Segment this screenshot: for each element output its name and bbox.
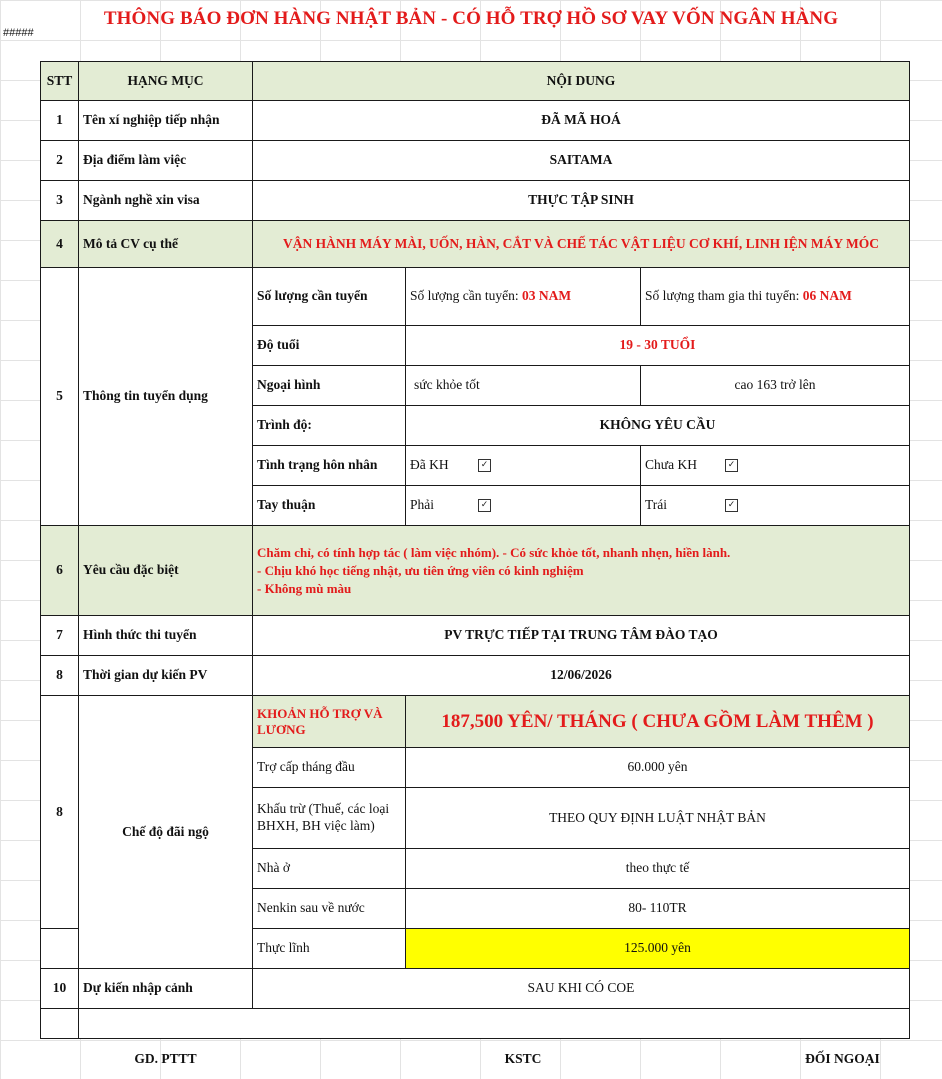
hand-right-option[interactable]: [405, 485, 641, 526]
row7-label: Hình thức thi tuyển: [78, 615, 253, 656]
row3-stt: 3: [40, 180, 79, 221]
hand-right-label: Phải: [410, 497, 435, 513]
row7-value: PV TRỰC TIẾP TẠI TRUNG TÂM ĐÀO TẠO: [252, 615, 910, 656]
benefit-value-nenkin: 80- 110TR: [405, 888, 910, 929]
empty-row-stt: [40, 1008, 79, 1039]
overflow-hash-cell: #####: [3, 27, 34, 39]
footer-kstc: KSTC: [504, 1050, 542, 1066]
appearance-height: cao 163 trở lên: [640, 365, 910, 406]
row8b-stt: 8: [40, 695, 79, 929]
benefit-label-nenkin: Nenkin sau về nước: [252, 888, 406, 929]
benefit-label-net-pay: Thực lĩnh: [252, 928, 406, 969]
marital-label: Tình trạng hôn nhân: [252, 445, 406, 486]
row3-value: THỰC TẬP SINH: [252, 180, 910, 221]
row10-label: Dự kiến nhập cảnh: [78, 968, 253, 1009]
header-stt: STT: [40, 61, 79, 101]
education-label: Trình độ:: [252, 405, 406, 446]
row10-stt: 10: [40, 968, 79, 1009]
quantity-exam-value: 06 NAM: [802, 288, 852, 304]
row2-stt: 2: [40, 140, 79, 181]
row4-stt: 4: [40, 220, 79, 268]
empty-row-content: [78, 1008, 910, 1039]
salary-value: 187,500 YÊN/ THÁNG ( CHƯA GỒM LÀM THÊM ): [405, 695, 910, 748]
row7-stt: 7: [40, 615, 79, 656]
special-requirement-line: - Chịu khó học tiếng nhật, ưu tiên ứng viên có kinh nghiệm: [257, 562, 584, 578]
footer-gd: GD. PTTT: [134, 1050, 197, 1066]
education-value: KHÔNG YÊU CẦU: [405, 405, 910, 446]
benefit-value-deductions: THEO QUY ĐỊNH LUẬT NHẬT BẢN: [405, 787, 910, 849]
row8a-value: 12/06/2026: [252, 655, 910, 696]
footer-doi-ngoai: ĐỐI NGOẠI: [805, 1050, 880, 1066]
marital-married-option[interactable]: [405, 445, 641, 486]
row5-label: Thông tin tuyển dụng: [78, 267, 253, 526]
row5-stt: 5: [40, 267, 79, 526]
benefit-label-deductions: Khấu trừ (Thuế, các loại BHXH, BH việc làm): [252, 787, 406, 849]
hand-left-option[interactable]: [640, 485, 910, 526]
quantity-exam-text: Số lượng tham gia thi tuyển:: [645, 288, 803, 304]
row1-value: ĐÃ MÃ HOÁ: [252, 100, 910, 141]
appearance-label: Ngoại hình: [252, 365, 406, 406]
benefit-label-housing: Nhà ở: [252, 848, 406, 889]
row8b-label: Chế độ đãi ngộ: [78, 695, 253, 969]
row4-value: VẬN HÀNH MÁY MÀI, UỐN, HÀN, CẮT VÀ CHẾ TÁC VẬT LIỆU CƠ KHÍ, LINH IỆN MÁY MÓC: [252, 220, 910, 268]
row2-value: SAITAMA: [252, 140, 910, 181]
row10-value: SAU KHI CÓ COE: [252, 968, 910, 1009]
header-content: NỘI DUNG: [252, 61, 910, 101]
age-value: 19 - 30 TUỔI: [405, 325, 910, 366]
row2-label: Địa điểm làm việc: [78, 140, 253, 181]
hand-right-checkbox[interactable]: ✓: [478, 499, 491, 512]
special-requirements: [252, 525, 910, 616]
marital-married-checkbox[interactable]: ✓: [478, 459, 491, 472]
row3-label: Ngành nghề xin visa: [78, 180, 253, 221]
hand-label: Tay thuận: [252, 485, 406, 526]
appearance-health: sức khỏe tốt: [405, 365, 641, 406]
row8a-stt: 8: [40, 655, 79, 696]
age-label: Độ tuổi: [252, 325, 406, 366]
marital-single-label: Chưa KH: [645, 457, 697, 473]
row1-stt: 1: [40, 100, 79, 141]
quantity-needed: [405, 267, 641, 326]
row6-stt: 6: [40, 525, 79, 616]
marital-single-option[interactable]: [640, 445, 910, 486]
row4-label: Mô tả CV cụ thể: [78, 220, 253, 268]
quantity-needed-value: 03 NAM: [521, 288, 572, 304]
salary-label: KHOẢN HỖ TRỢ VÀ LƯƠNG: [252, 695, 406, 748]
benefit-value-net-pay: 125.000 yên: [405, 928, 910, 969]
marital-single-checkbox[interactable]: ✓: [725, 459, 738, 472]
header-category: HẠNG MỤC: [78, 61, 253, 101]
row1-label: Tên xí nghiệp tiếp nhận: [78, 100, 253, 141]
benefit-value-first-month: 60.000 yên: [405, 747, 910, 788]
page-title: THÔNG BÁO ĐƠN HÀNG NHẬT BẢN - CÓ HỖ TRỢ HỒ SƠ VAY VỐN NGÂN HÀNG: [103, 8, 839, 29]
benefit-label-first-month: Trợ cấp tháng đầu: [252, 747, 406, 788]
special-requirement-line: - Không mù màu: [257, 580, 352, 596]
quantity-needed-text: Số lượng cần tuyển:: [410, 288, 522, 304]
row8b-stt-blank: [40, 928, 79, 969]
hand-left-label: Trái: [645, 497, 668, 513]
row6-label: Yêu cầu đặc biệt: [78, 525, 253, 616]
benefit-value-housing: theo thực tế: [405, 848, 910, 889]
row8a-label: Thời gian dự kiến PV: [78, 655, 253, 696]
hand-left-checkbox[interactable]: ✓: [725, 499, 738, 512]
marital-married-label: Đã KH: [410, 457, 449, 473]
special-requirement-line: Chăm chỉ, có tính hợp tác ( làm việc nhóm). - Có sức khỏe tốt, nhanh nhẹn, hiền lành.: [257, 544, 731, 560]
quantity-label: Số lượng cần tuyển: [252, 267, 406, 326]
quantity-exam: [640, 267, 910, 326]
